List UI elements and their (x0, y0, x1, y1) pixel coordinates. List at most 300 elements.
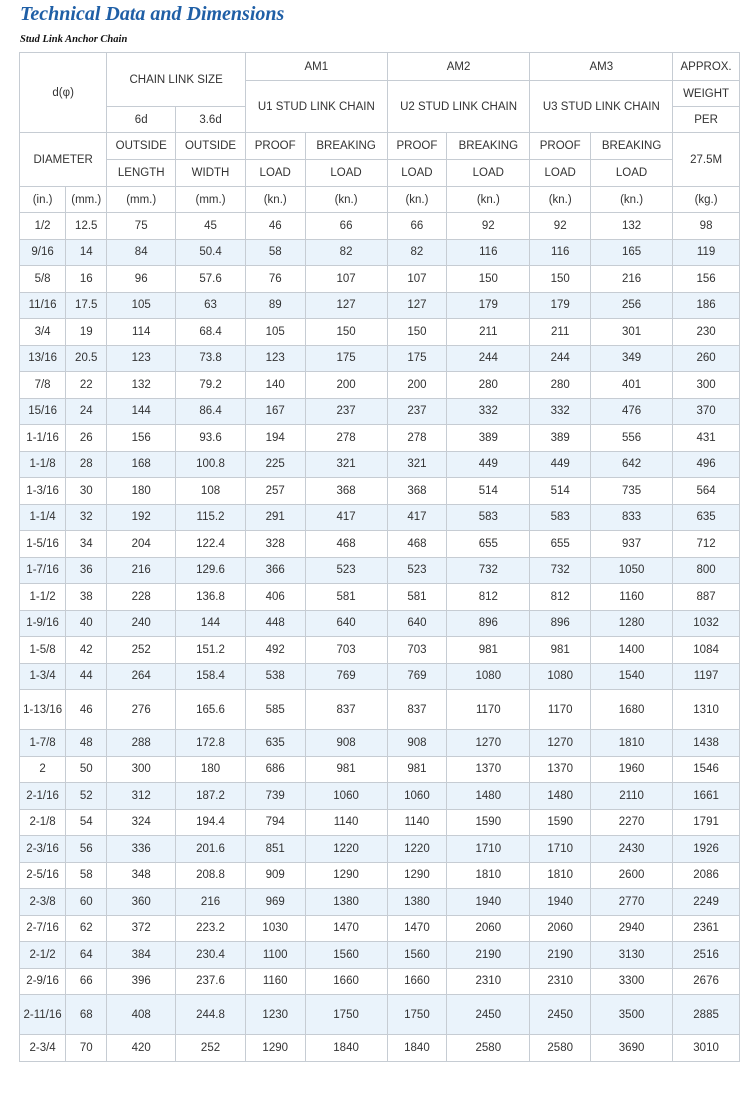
table-cell: 1/2 (20, 213, 66, 240)
table-cell: 79.2 (176, 372, 246, 399)
table-cell: 144 (176, 610, 246, 637)
table-cell: 84 (107, 239, 176, 266)
table-cell: 96 (107, 266, 176, 293)
table-row (20, 995, 740, 1035)
unit-cell: (kn.) (305, 187, 387, 213)
table-cell: 2310 (447, 968, 530, 995)
table-cell: 105 (107, 292, 176, 319)
table-cell: 1-7/8 (20, 730, 66, 757)
table-cell: 107 (305, 266, 387, 293)
table-cell: 60 (66, 889, 107, 916)
table-cell: 1290 (245, 1035, 305, 1062)
table-cell: 244.8 (176, 995, 246, 1035)
table-cell: 703 (305, 637, 387, 664)
table-cell: 1-5/8 (20, 637, 66, 664)
table-cell: 328 (245, 531, 305, 558)
table-cell: 523 (387, 557, 447, 584)
table-cell: 431 (673, 425, 740, 452)
table-cell: 64 (66, 942, 107, 969)
table-cell: 278 (387, 425, 447, 452)
table-cell: 1546 (673, 756, 740, 783)
table-cell: 167 (245, 398, 305, 425)
table-cell: 1-1/8 (20, 451, 66, 478)
table-cell: 1032 (673, 610, 740, 637)
table-cell: 278 (305, 425, 387, 452)
table-cell: 105 (245, 319, 305, 346)
table-cell: 301 (591, 319, 673, 346)
table-cell: 2086 (673, 862, 740, 889)
table-cell: 583 (530, 504, 591, 531)
table-cell: 3010 (673, 1035, 740, 1062)
table-cell: 2361 (673, 915, 740, 942)
table-cell: 348 (107, 862, 176, 889)
table-cell: 100.8 (176, 451, 246, 478)
table-cell: 30 (66, 478, 107, 505)
table-row (20, 266, 740, 293)
table-cell: 732 (447, 557, 530, 584)
table-cell: 1661 (673, 783, 740, 810)
table-cell: 50.4 (176, 239, 246, 266)
table-cell: 585 (245, 690, 305, 730)
table-cell: 48 (66, 730, 107, 757)
table-cell: 123 (107, 345, 176, 372)
table-cell: 556 (591, 425, 673, 452)
table-cell: 1680 (591, 690, 673, 730)
table-cell: 34 (66, 531, 107, 558)
table-cell: 887 (673, 584, 740, 611)
table-cell: 158.4 (176, 663, 246, 690)
table-cell: 2-9/16 (20, 968, 66, 995)
header-am1-breaking: BREAKING (305, 133, 387, 160)
table-cell: 172.8 (176, 730, 246, 757)
table-cell: 1310 (673, 690, 740, 730)
table-cell: 144 (107, 398, 176, 425)
table-cell: 56 (66, 836, 107, 863)
table-cell: 107 (387, 266, 447, 293)
table-cell: 896 (447, 610, 530, 637)
header-3-6d: 3.6d (176, 107, 246, 133)
table-cell: 175 (305, 345, 387, 372)
table-cell: 1791 (673, 809, 740, 836)
table-cell: 1160 (591, 584, 673, 611)
table-cell: 192 (107, 504, 176, 531)
table-cell: 151.2 (176, 637, 246, 664)
table-cell: 1380 (305, 889, 387, 916)
table-cell: 1084 (673, 637, 740, 664)
table-cell: 12.5 (66, 213, 107, 240)
table-cell: 98 (673, 213, 740, 240)
table-row (20, 345, 740, 372)
table-cell: 800 (673, 557, 740, 584)
table-cell: 406 (245, 584, 305, 611)
table-row (20, 584, 740, 611)
table-cell: 514 (530, 478, 591, 505)
table-cell: 1230 (245, 995, 305, 1035)
table-cell: 22 (66, 372, 107, 399)
table-cell: 564 (673, 478, 740, 505)
table-cell: 909 (245, 862, 305, 889)
table-cell: 3130 (591, 942, 673, 969)
table-cell: 42 (66, 637, 107, 664)
table-cell: 46 (245, 213, 305, 240)
table-cell: 581 (387, 584, 447, 611)
table-cell: 1710 (447, 836, 530, 863)
table-cell: 360 (107, 889, 176, 916)
table-cell: 211 (530, 319, 591, 346)
table-cell: 1470 (387, 915, 447, 942)
table-cell: 332 (530, 398, 591, 425)
table-cell: 1080 (447, 663, 530, 690)
table-cell: 1940 (447, 889, 530, 916)
table-cell: 2940 (591, 915, 673, 942)
table-cell: 468 (387, 531, 447, 558)
table-cell: 150 (305, 319, 387, 346)
table-cell: 86.4 (176, 398, 246, 425)
table-cell: 1480 (447, 783, 530, 810)
table-cell: 389 (447, 425, 530, 452)
table-cell: 2060 (447, 915, 530, 942)
table-row (20, 663, 740, 690)
table-cell: 372 (107, 915, 176, 942)
table-cell: 703 (387, 637, 447, 664)
table-cell: 237.6 (176, 968, 246, 995)
table-cell: 2249 (673, 889, 740, 916)
table-cell: 417 (305, 504, 387, 531)
table-cell: 1220 (305, 836, 387, 863)
table-cell: 896 (530, 610, 591, 637)
table-cell: 396 (107, 968, 176, 995)
table-cell: 908 (305, 730, 387, 757)
table-cell: 1-1/16 (20, 425, 66, 452)
header-diameter: DIAMETER (20, 133, 107, 187)
table-cell: 2516 (673, 942, 740, 969)
table-cell: 179 (530, 292, 591, 319)
table-cell: 156 (107, 425, 176, 452)
table-cell: 1470 (305, 915, 387, 942)
table-cell: 368 (305, 478, 387, 505)
table-cell: 3500 (591, 995, 673, 1035)
table-cell: 2770 (591, 889, 673, 916)
table-cell: 1290 (305, 862, 387, 889)
header-am1-proof-load: LOAD (245, 160, 305, 187)
table-cell: 523 (305, 557, 387, 584)
table-cell: 349 (591, 345, 673, 372)
header-length: LENGTH (107, 160, 176, 187)
table-cell: 92 (447, 213, 530, 240)
header-u3: U3 STUD LINK CHAIN (530, 81, 673, 133)
table-cell: 812 (530, 584, 591, 611)
table-cell: 538 (245, 663, 305, 690)
table-row (20, 425, 740, 452)
table-cell: 969 (245, 889, 305, 916)
header-u1: U1 STUD LINK CHAIN (245, 81, 387, 133)
table-cell: 7/8 (20, 372, 66, 399)
table-cell: 129.6 (176, 557, 246, 584)
table-cell: 1660 (387, 968, 447, 995)
table-cell: 168 (107, 451, 176, 478)
table-cell: 54 (66, 809, 107, 836)
table-cell: 1-7/16 (20, 557, 66, 584)
table-cell: 2885 (673, 995, 740, 1035)
table-cell: 1050 (591, 557, 673, 584)
table-cell: 257 (245, 478, 305, 505)
table-cell: 237 (387, 398, 447, 425)
table-cell: 244 (447, 345, 530, 372)
table-cell: 583 (447, 504, 530, 531)
header-d-phi: d(φ) (20, 53, 107, 133)
table-cell: 635 (245, 730, 305, 757)
header-am3-breaking-load: LOAD (591, 160, 673, 187)
table-cell: 32 (66, 504, 107, 531)
table-cell: 150 (530, 266, 591, 293)
table-cell: 366 (245, 557, 305, 584)
table-cell: 468 (305, 531, 387, 558)
table-cell: 1290 (387, 862, 447, 889)
table-cell: 46 (66, 690, 107, 730)
table-cell: 252 (176, 1035, 246, 1062)
table-cell: 230.4 (176, 942, 246, 969)
table-cell: 389 (530, 425, 591, 452)
table-cell: 70 (66, 1035, 107, 1062)
table-cell: 937 (591, 531, 673, 558)
table-row (20, 398, 740, 425)
table-cell: 116 (447, 239, 530, 266)
table-cell: 194 (245, 425, 305, 452)
table-cell: 324 (107, 809, 176, 836)
table-row (20, 451, 740, 478)
table-cell: 2-1/16 (20, 783, 66, 810)
table-cell: 127 (387, 292, 447, 319)
table-row (20, 504, 740, 531)
table-cell: 38 (66, 584, 107, 611)
header-am3-proof-load: LOAD (530, 160, 591, 187)
header-am1: AM1 (245, 53, 387, 81)
table-cell: 2190 (447, 942, 530, 969)
table-cell: 93.6 (176, 425, 246, 452)
table-cell: 280 (530, 372, 591, 399)
table-cell: 1750 (387, 995, 447, 1035)
table-cell: 1960 (591, 756, 673, 783)
table-cell: 132 (107, 372, 176, 399)
table-cell: 62 (66, 915, 107, 942)
table-cell: 312 (107, 783, 176, 810)
table-cell: 655 (447, 531, 530, 558)
table-cell: 1540 (591, 663, 673, 690)
table-cell: 1840 (305, 1035, 387, 1062)
table-cell: 2450 (447, 995, 530, 1035)
table-cell: 300 (673, 372, 740, 399)
table-row (20, 783, 740, 810)
table-cell: 19 (66, 319, 107, 346)
table-cell: 449 (530, 451, 591, 478)
table-body (20, 213, 740, 1062)
header-am2-breaking: BREAKING (447, 133, 530, 160)
table-cell: 1660 (305, 968, 387, 995)
table-cell: 1710 (530, 836, 591, 863)
table-cell: 187.2 (176, 783, 246, 810)
table-cell: 260 (673, 345, 740, 372)
unit-cell: (mm.) (66, 187, 107, 213)
table-cell: 981 (387, 756, 447, 783)
table-cell: 686 (245, 756, 305, 783)
header-am2-breaking-load: LOAD (447, 160, 530, 187)
table-header (20, 53, 740, 213)
table-cell: 140 (245, 372, 305, 399)
table-cell: 1100 (245, 942, 305, 969)
table-cell: 2676 (673, 968, 740, 995)
table-cell: 291 (245, 504, 305, 531)
table-cell: 3300 (591, 968, 673, 995)
table-cell: 1-​13/16 (20, 690, 66, 730)
table-cell: 2110 (591, 783, 673, 810)
table-cell: 280 (447, 372, 530, 399)
table-cell: 2-​11/16 (20, 995, 66, 1035)
table-cell: 180 (176, 756, 246, 783)
table-cell: 1-5/16 (20, 531, 66, 558)
page-subtitle: Stud Link Anchor Chain (20, 34, 128, 45)
table-cell: 2-5/16 (20, 862, 66, 889)
table-row (20, 319, 740, 346)
table-cell: 216 (176, 889, 246, 916)
table-cell: 1-3/4 (20, 663, 66, 690)
table-cell: 739 (245, 783, 305, 810)
unit-cell: (in.) (20, 187, 66, 213)
table-cell: 186 (673, 292, 740, 319)
table-cell: 150 (447, 266, 530, 293)
table-cell: 68.4 (176, 319, 246, 346)
table-cell: 15/16 (20, 398, 66, 425)
header-per: PER (673, 107, 740, 133)
table-row (20, 239, 740, 266)
table-cell: 24 (66, 398, 107, 425)
table-cell: 136.8 (176, 584, 246, 611)
table-cell: 223.2 (176, 915, 246, 942)
header-outside-width-top: OUTSIDE (176, 133, 246, 160)
table-cell: 11/16 (20, 292, 66, 319)
table-cell: 5/8 (20, 266, 66, 293)
table-cell: 2060 (530, 915, 591, 942)
table-cell: 321 (305, 451, 387, 478)
table-cell: 1280 (591, 610, 673, 637)
table-cell: 108 (176, 478, 246, 505)
header-outside-length-top: OUTSIDE (107, 133, 176, 160)
unit-cell: (kn.) (591, 187, 673, 213)
table-cell: 2-1/8 (20, 809, 66, 836)
table-cell: 2580 (530, 1035, 591, 1062)
header-am3-proof: PROOF (530, 133, 591, 160)
table-cell: 2580 (447, 1035, 530, 1062)
table-cell: 332 (447, 398, 530, 425)
table-cell: 642 (591, 451, 673, 478)
table-cell: 200 (387, 372, 447, 399)
table-cell: 1-1/4 (20, 504, 66, 531)
units-row (20, 187, 740, 213)
header-am2-proof-load: LOAD (387, 160, 447, 187)
table-row (20, 889, 740, 916)
table-cell: 225 (245, 451, 305, 478)
table-cell: 89 (245, 292, 305, 319)
table-cell: 2450 (530, 995, 591, 1035)
table-cell: 1140 (305, 809, 387, 836)
table-cell: 448 (245, 610, 305, 637)
table-cell: 496 (673, 451, 740, 478)
table-cell: 228 (107, 584, 176, 611)
unit-cell: (kn.) (447, 187, 530, 213)
table-cell: 635 (673, 504, 740, 531)
table-cell: 288 (107, 730, 176, 757)
table-cell: 194.4 (176, 809, 246, 836)
header-chain-link-size: CHAIN LINK SIZE (107, 53, 246, 107)
table-cell: 165 (591, 239, 673, 266)
table-cell: 13/16 (20, 345, 66, 372)
table-cell: 45 (176, 213, 246, 240)
table-cell: 1840 (387, 1035, 447, 1062)
table-cell: 17.5 (66, 292, 107, 319)
table-cell: 201.6 (176, 836, 246, 863)
table-cell: 492 (245, 637, 305, 664)
unit-cell: (mm.) (107, 187, 176, 213)
table-row (20, 942, 740, 969)
table-cell: 1-9/16 (20, 610, 66, 637)
table-cell: 1560 (305, 942, 387, 969)
table-cell: 1480 (530, 783, 591, 810)
header-am1-breaking-load: LOAD (305, 160, 387, 187)
table-row (20, 730, 740, 757)
table-cell: 66 (305, 213, 387, 240)
table-cell: 833 (591, 504, 673, 531)
table-cell: 476 (591, 398, 673, 425)
table-cell: 132 (591, 213, 673, 240)
table-cell: 230 (673, 319, 740, 346)
table-cell: 216 (591, 266, 673, 293)
table-cell: 732 (530, 557, 591, 584)
header-am3-breaking: BREAKING (591, 133, 673, 160)
table-cell: 1810 (530, 862, 591, 889)
table-cell: 368 (387, 478, 447, 505)
header-per-length: 27.5M (673, 133, 740, 187)
table-cell: 812 (447, 584, 530, 611)
table-cell: 200 (305, 372, 387, 399)
header-am3: AM3 (530, 53, 673, 81)
table-cell: 1270 (530, 730, 591, 757)
table-cell: 1590 (447, 809, 530, 836)
table-cell: 73.8 (176, 345, 246, 372)
table-cell: 165.6 (176, 690, 246, 730)
table-cell: 256 (591, 292, 673, 319)
table-cell: 211 (447, 319, 530, 346)
table-cell: 2600 (591, 862, 673, 889)
table-row (20, 862, 740, 889)
table-cell: 44 (66, 663, 107, 690)
table-cell: 769 (305, 663, 387, 690)
table-cell: 216 (107, 557, 176, 584)
table-cell: 1400 (591, 637, 673, 664)
table-cell: 9/16 (20, 239, 66, 266)
table-cell: 26 (66, 425, 107, 452)
table-cell: 57.6 (176, 266, 246, 293)
unit-cell: (kn.) (530, 187, 591, 213)
table-cell: 1590 (530, 809, 591, 836)
table-cell: 264 (107, 663, 176, 690)
table-cell: 119 (673, 239, 740, 266)
table-cell: 655 (530, 531, 591, 558)
header-u2: U2 STUD LINK CHAIN (387, 81, 530, 133)
table-cell: 63 (176, 292, 246, 319)
table-cell: 76 (245, 266, 305, 293)
table-cell: 851 (245, 836, 305, 863)
table-cell: 2-3/16 (20, 836, 66, 863)
table-row (20, 637, 740, 664)
